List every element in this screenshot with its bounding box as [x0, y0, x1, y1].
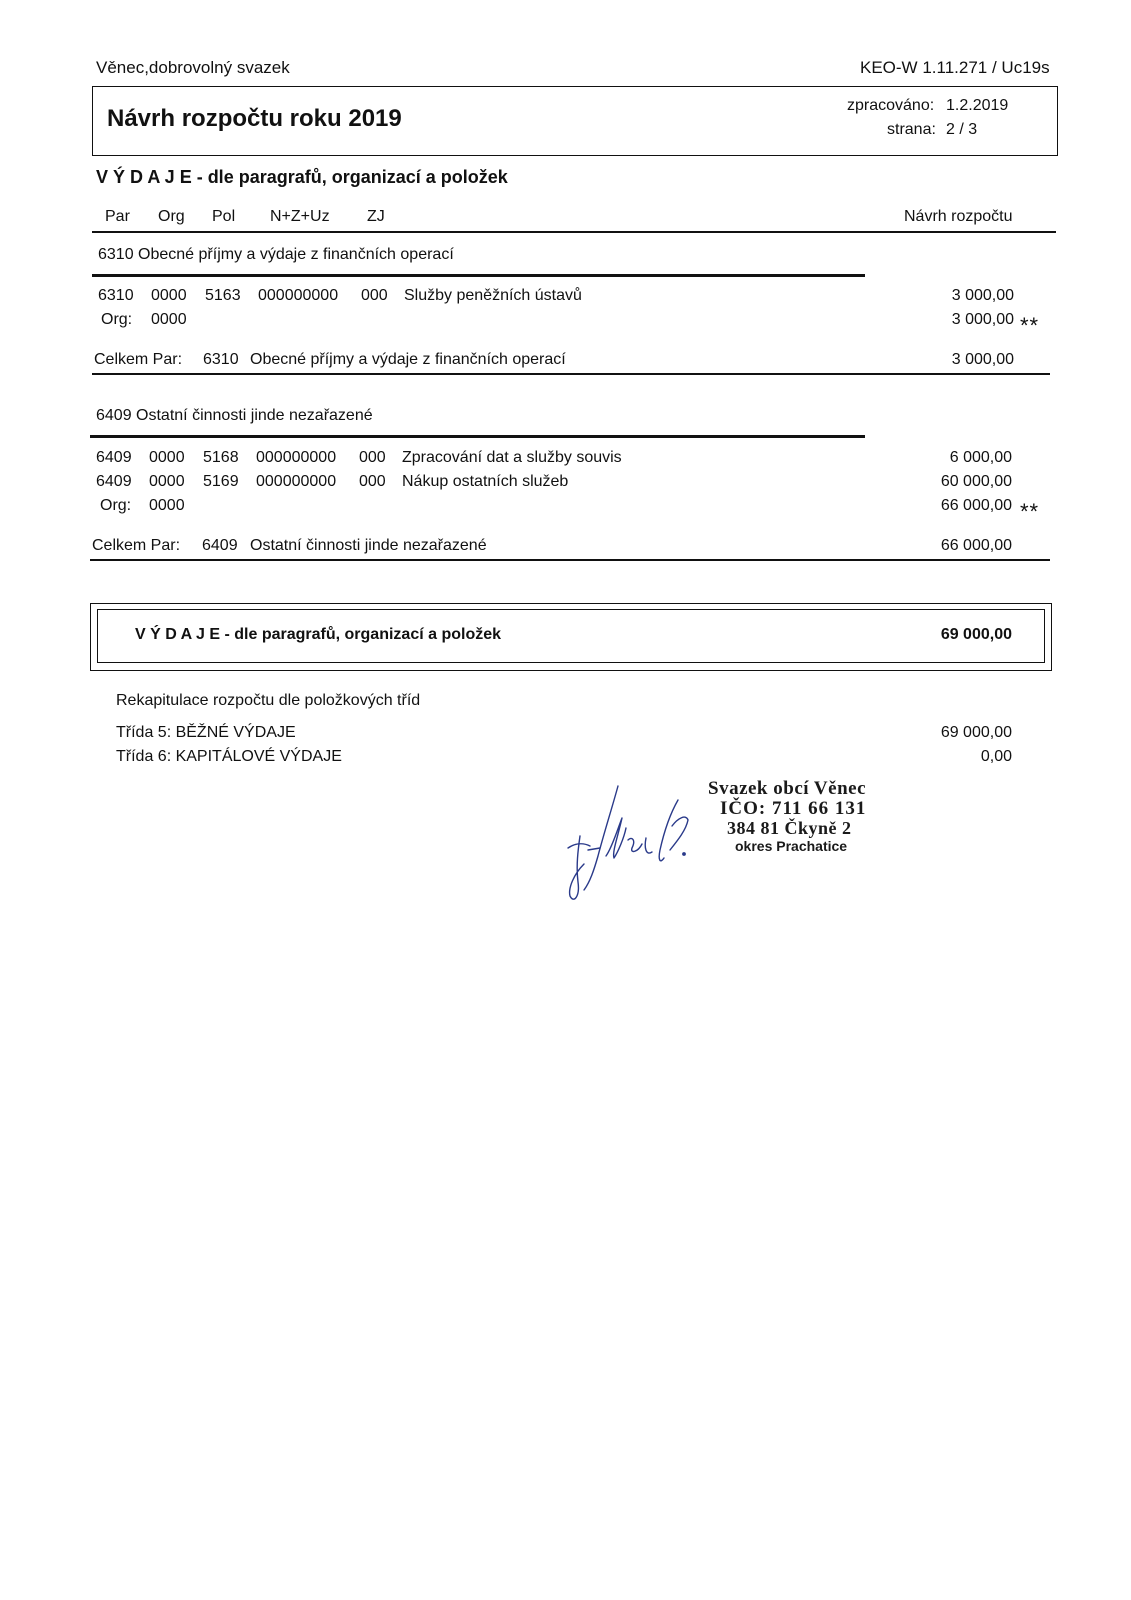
col-amount: Návrh rozpočtu — [904, 208, 1013, 225]
col-par: Par — [105, 208, 130, 225]
org-label: Org: — [100, 497, 132, 514]
cell-pol: 5168 — [203, 449, 239, 466]
processed-label: zpracováno: — [847, 97, 935, 114]
cell-par: 6409 — [96, 449, 132, 466]
org-total: 3 000,00 — [951, 311, 1014, 328]
total-label: Celkem Par: — [94, 351, 183, 368]
cell-nzuz: 000000000 — [258, 287, 339, 304]
recap-amount: 0,00 — [980, 748, 1012, 765]
cell-nzuz: 000000000 — [256, 473, 337, 490]
col-org: Org — [158, 208, 185, 225]
cell-zj: 000 — [359, 449, 386, 466]
page-number: 2 / 3 — [946, 121, 978, 138]
grand-total-amount: 69 000,00 — [940, 626, 1012, 643]
cell-amount: 3 000,00 — [951, 287, 1014, 304]
group-heading: 6310 Obecné příjmy a výdaje z finančních operací — [98, 246, 454, 263]
cell-org: 0000 — [149, 449, 185, 466]
cell-par: 6310 — [98, 287, 134, 304]
cell-zj: 000 — [359, 473, 386, 490]
cell-org: 0000 — [151, 287, 187, 304]
organization-name: Věnec,dobrovolný svazek — [96, 58, 290, 77]
cell-name: Nákup ostatních služeb — [402, 473, 569, 490]
cell-par: 6409 — [96, 473, 132, 490]
col-zj: ZJ — [367, 208, 385, 225]
group-heading-rule — [92, 274, 865, 277]
stamp-line-address: 384 81 Čkyně 2 — [727, 818, 852, 838]
cell-name: Služby peněžních ústavů — [404, 287, 582, 304]
col-nzuz: N+Z+Uz — [270, 208, 330, 225]
cell-pol: 5163 — [205, 287, 241, 304]
grand-total-label: V Ý D A J E - dle paragrafů, organizací a položek — [135, 626, 502, 643]
recap-amount: 69 000,00 — [940, 724, 1012, 741]
system-code: KEO-W 1.11.271 / Uc19s — [860, 58, 1050, 77]
group-total-rule — [90, 559, 1050, 561]
cell-name: Zpracování dat a služby souvis — [402, 449, 622, 466]
stamp-line-name: Svazek obcí Věnec — [708, 778, 867, 799]
group-heading-rule — [90, 435, 865, 438]
cell-nzuz: 000000000 — [256, 449, 337, 466]
signature-image — [560, 778, 710, 908]
total-name: Ostatní činnosti jinde nezařazené — [250, 537, 487, 554]
subtotal-stars: ** — [1020, 313, 1040, 338]
grand-total-box — [97, 609, 1045, 663]
col-pol: Pol — [212, 208, 236, 225]
subtotal-stars: ** — [1020, 499, 1040, 524]
cell-org: 0000 — [149, 473, 185, 490]
total-amount: 66 000,00 — [940, 537, 1012, 554]
cell-zj: 000 — [361, 287, 388, 304]
total-par: 6310 — [203, 351, 239, 368]
stamp-line-district: okres Prachatice — [735, 838, 848, 854]
section-title: V Ý D A J E - dle paragrafů, organizací a položek — [96, 167, 508, 187]
org-value: 0000 — [149, 497, 185, 514]
total-amount: 3 000,00 — [951, 351, 1014, 368]
group-total-rule — [92, 373, 1050, 375]
total-par: 6409 — [202, 537, 238, 554]
processed-date: 1.2.2019 — [946, 97, 1009, 114]
org-value: 0000 — [151, 311, 187, 328]
title-box — [92, 86, 1058, 156]
org-total: 66 000,00 — [940, 497, 1012, 514]
document-title: Návrh rozpočtu roku 2019 — [107, 105, 402, 132]
recap-label: Třída 5: BĚŽNÉ VÝDAJE — [116, 724, 296, 741]
recap-title: Rekapitulace rozpočtu dle položkových tříd — [116, 692, 421, 709]
group-heading: 6409 Ostatní činnosti jinde nezařazené — [96, 407, 373, 424]
cell-pol: 5169 — [203, 473, 239, 490]
cell-amount: 6 000,00 — [949, 449, 1012, 466]
total-label: Celkem Par: — [92, 537, 181, 554]
cell-amount: 60 000,00 — [940, 473, 1012, 490]
recap-label: Třída 6: KAPITÁLOVÉ VÝDAJE — [116, 748, 342, 765]
total-name: Obecné příjmy a výdaje z finančních operací — [250, 351, 566, 368]
header-divider — [92, 231, 1056, 233]
org-label: Org: — [101, 311, 133, 328]
stamp-line-ico: IČO: 711 66 131 — [720, 798, 867, 819]
page-label: strana: — [887, 121, 936, 138]
